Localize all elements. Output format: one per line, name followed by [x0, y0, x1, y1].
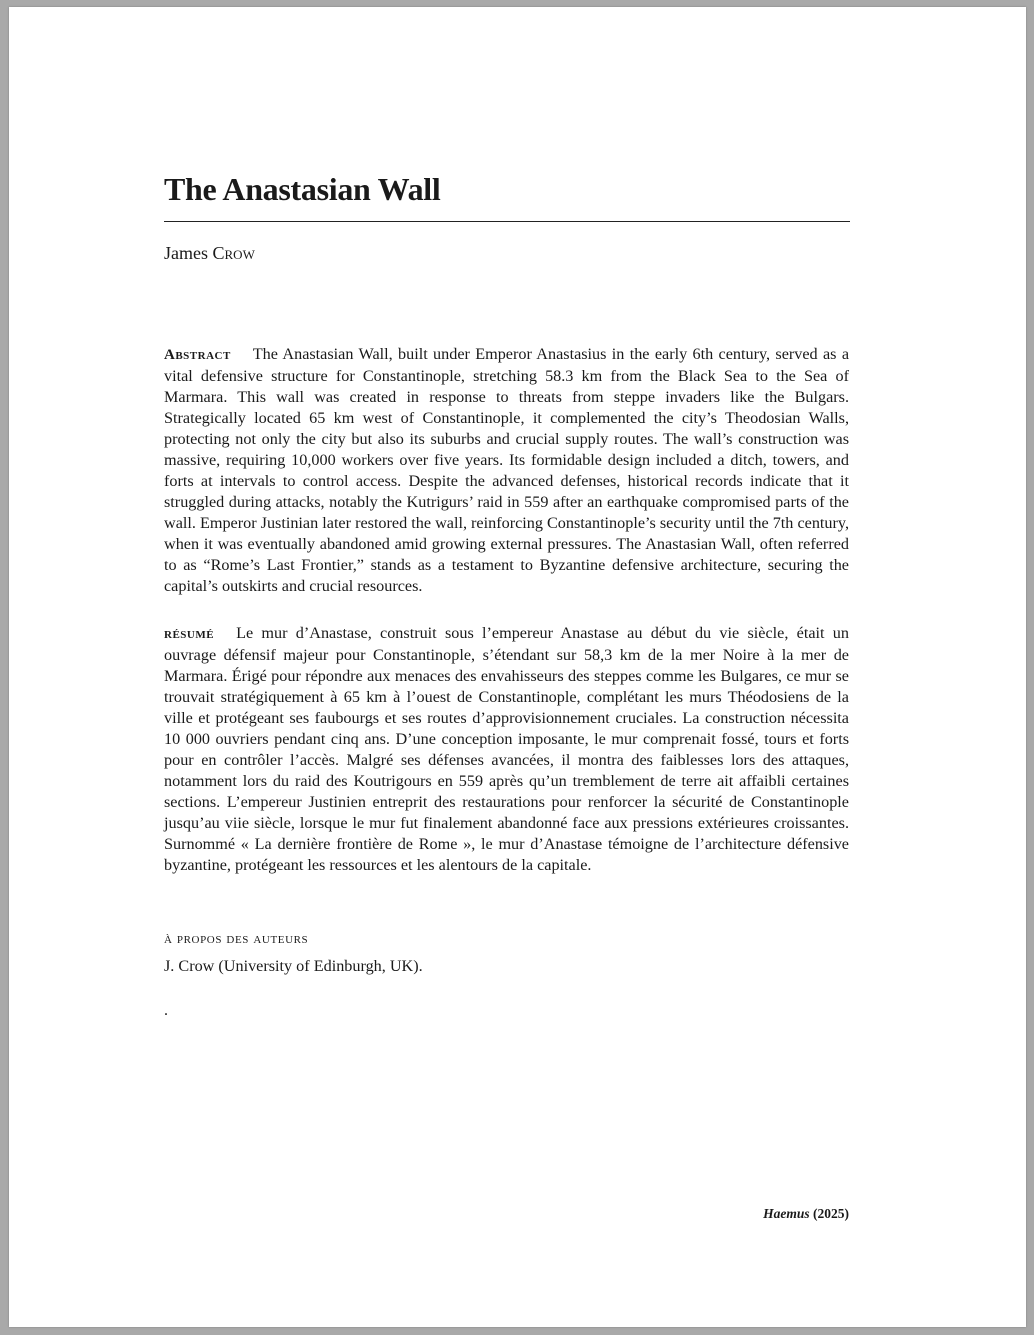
trailing-mark: .: [164, 1002, 168, 1019]
resume-text: Le mur d’Anastase, construit sous l’empereur Anastase au début du vie siècle, était un ouvrage défensif majeur pour Constantinople, s’étendant sur 58,3 km de la mer Noire à la mer de Marmara. Érigé pour répondre aux menaces des envahisseurs des steppes comme les Bulgares, ce mur se trouvait stratégiquement à 65 km à l’ouest de Constantinople, complétant les murs Théodosiens de la ville et protégeant ses faubourgs et ses routes d’approvisionnement cruciales. La construction nécessita 10 000 ouvriers pendant cinq ans. D’une conception imposante, le mur comprenait fossé, tours et forts pour en contrôler l’accès. Malgré ses défenses avancées, il montra des faiblesses lors des attaques, notamment lors du raid des Koutrigours en 559 après qu’un tremblement de terre ait affaibli certaines sections. L’empereur Justinien entreprit des restaurations pour renforcer la sécurité de Constantinople jusqu’au viie siècle, lorsque le mur fut finalement abandonné face aux pressions extérieures croissantes. Surnommé « La dernière frontière de Rome », le mur d’Anastase témoigne de l’architecture défensive byzantine, protégeant les ressources et les alentours de la capitale.: [164, 624, 849, 874]
footer-year: (2025): [809, 1206, 849, 1221]
resume-label: résumé: [164, 626, 215, 642]
page: [9, 7, 1026, 1327]
author-first-name: James: [164, 243, 213, 263]
resume-paragraph: [164, 623, 849, 876]
abstract-paragraph: [164, 344, 849, 597]
author-last-name: Crow: [212, 243, 255, 263]
article-title: The Anastasian Wall: [164, 171, 441, 207]
about-authors-text: J. Crow (University of Edinburgh, UK).: [164, 957, 423, 975]
author-name: [164, 241, 255, 265]
abstract-text: The Anastasian Wall, built under Emperor Anastasius in the early 6th century, served as a vital defensive structure for Constantinople, stretching 58.3 km from the Black Sea to the Sea of Marmara. This wall was created in response to threats from steppe invaders like the Bulgars. Strategically located 65 km west of Constantinople, it complemented the city’s Theodosian Walls, protecting not only the city but also its suburbs and crucial supply routes. The wall’s construction was massive, requiring 10,000 workers over five years. Its formidable design included a ditch, towers, and forts at intervals to control access. Despite the advanced defenses, historical records indicate that it struggled during attacks, notably the Kutrigurs’ raid in 559 after an earthquake compromised parts of the wall. Emperor Justinian later restored the wall, reinforcing Constantinople’s security until the 7th century, when it was eventually abandoned amid growing external pressures. The Anastasian Wall, often referred to as “Rome’s Last Frontier,” stands as a testament to Byzantine defensive architecture, securing the capital’s outskirts and crucial resources.: [164, 345, 849, 595]
title-divider: [164, 221, 850, 222]
about-authors-heading: à propos des auteurs: [164, 931, 309, 947]
footer-journal: Haemus: [763, 1206, 810, 1221]
abstract-label: Abstract: [164, 347, 231, 363]
page-footer: [549, 1205, 849, 1223]
